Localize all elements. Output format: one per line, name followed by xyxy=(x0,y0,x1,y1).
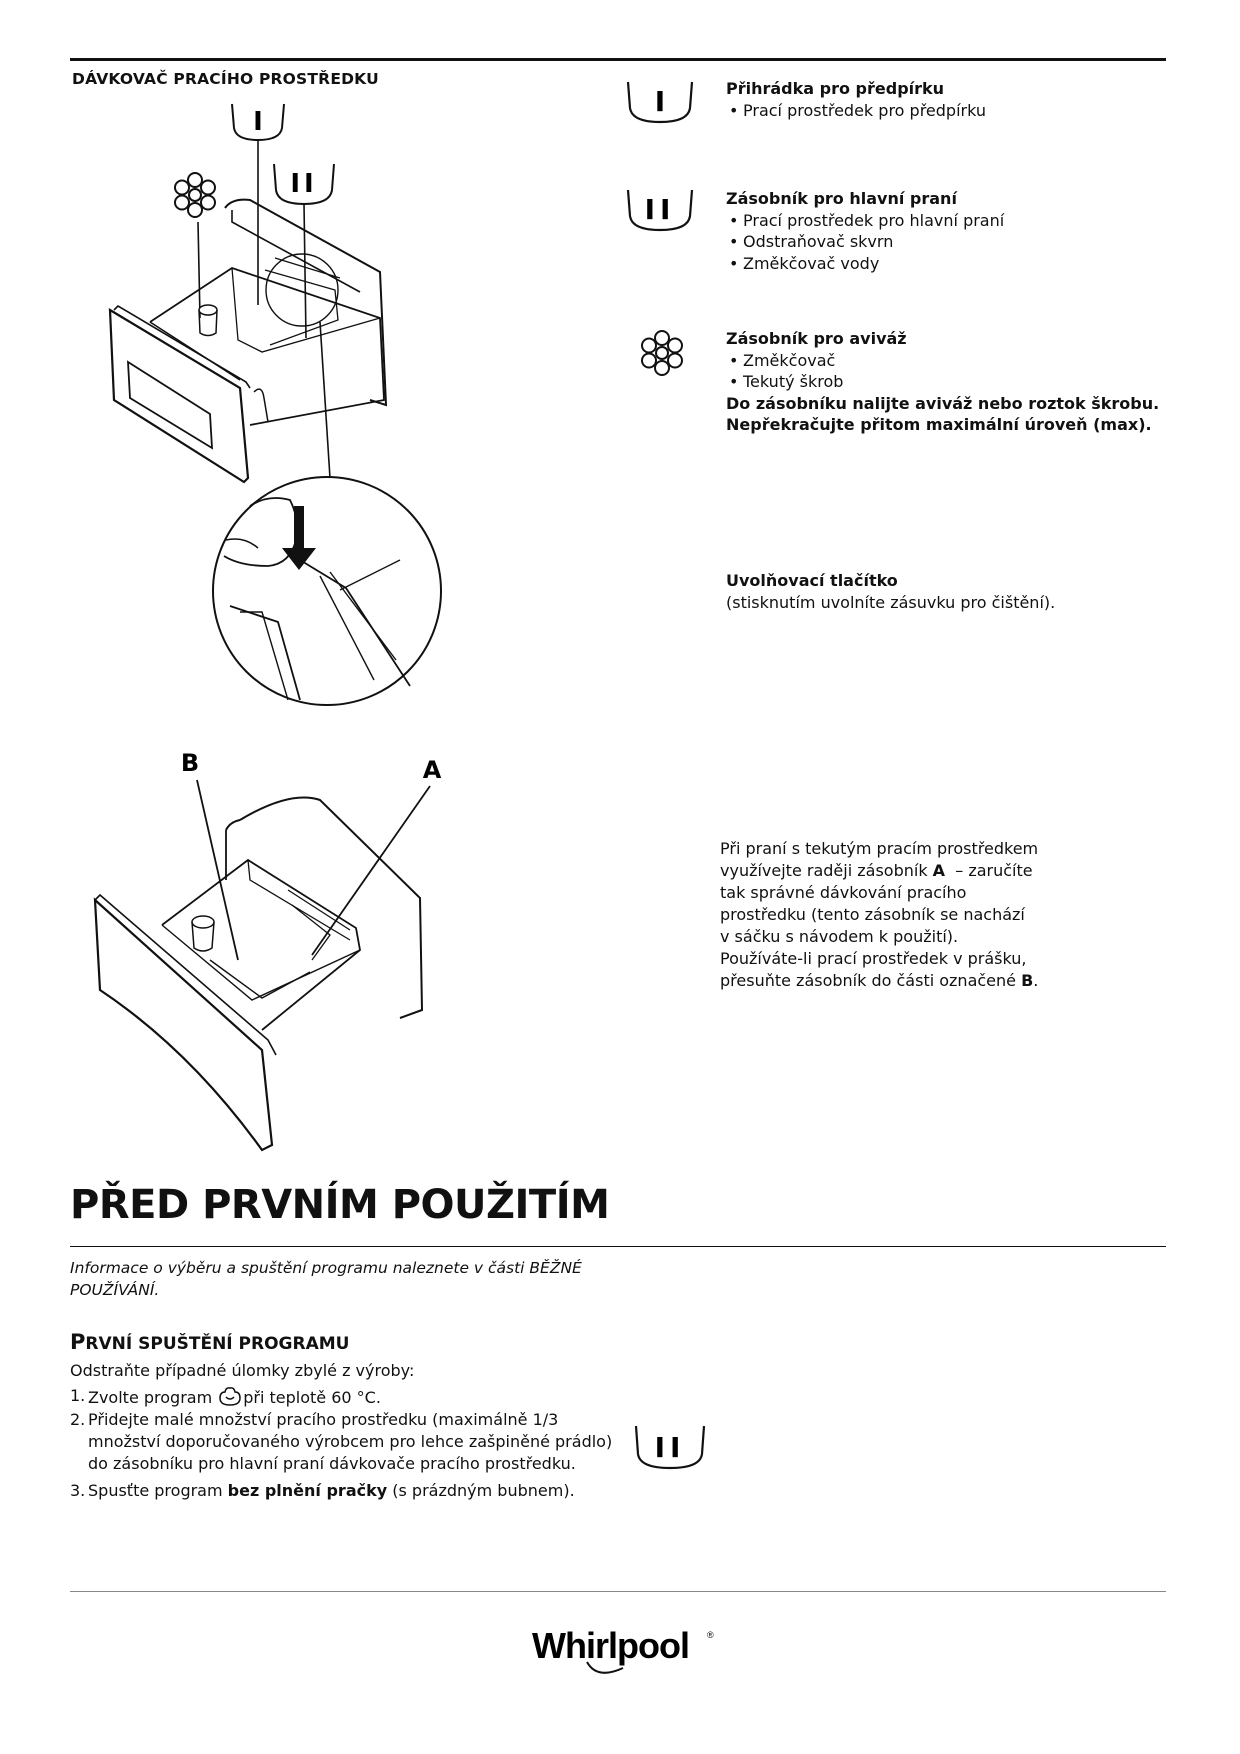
section-title: DÁVKOVAČ PRACÍHO PROSTŘEDKU xyxy=(72,70,379,88)
softener-note-2: Nepřekračujte přitom maximální úroveň (max). xyxy=(726,415,1152,434)
intro-text: Informace o výběru a spuštění programu naleznete v části BĚŽNÉ POUŽÍVÁNÍ. xyxy=(70,1259,582,1299)
mainwash-symbol-icon xyxy=(628,190,692,230)
bullet: • Tekutý škrob xyxy=(726,371,1159,393)
svg-text:II: II xyxy=(654,1431,686,1464)
whirlpool-logo xyxy=(527,1620,717,1680)
compartment-title: Zásobník pro hlavní praní xyxy=(726,189,957,208)
sub-heading: PRVNÍ SPUŠTĚNÍ PROGRAMU xyxy=(70,1330,350,1354)
bullet: • Prací prostředek pro předpírku xyxy=(726,100,986,122)
label-i: I xyxy=(253,107,263,137)
svg-text:I: I xyxy=(654,85,666,118)
note-line: Při praní s tekutým pracím prostředkem xyxy=(720,839,1039,858)
steps-list xyxy=(70,1385,630,1502)
prewash-symbol-icon xyxy=(628,82,692,122)
heading-rule xyxy=(70,1246,1166,1247)
label-b: B xyxy=(180,749,200,777)
note-line: v sáčku s návodem k použití). xyxy=(720,927,959,946)
bullet: • Změkčovač vody xyxy=(726,253,1004,275)
footer-rule xyxy=(70,1591,1166,1592)
compartment-softener xyxy=(726,328,1159,436)
brand-name: Whirlpool xyxy=(532,1625,689,1666)
note-line: Používáte-li prací prostředek v prášku, xyxy=(720,949,1027,968)
release-button-info xyxy=(726,570,1055,613)
release-text: (stisknutím uvolníte zásuvku pro čištění). xyxy=(726,592,1056,612)
note-line: tak správné dávkování pracího xyxy=(720,883,967,902)
page-heading: PŘED PRVNÍM POUŽITÍM xyxy=(70,1182,610,1228)
softener-flower-icon xyxy=(175,173,215,217)
lead-text: Odstraňte případné úlomky zbylé z výroby: xyxy=(70,1361,415,1380)
bullet: • Změkčovač xyxy=(726,350,1159,372)
compartment-title: Přihrádka pro předpírku xyxy=(726,79,945,98)
svg-text:II: II xyxy=(644,193,676,226)
cotton-icon xyxy=(217,1385,243,1407)
softener-note-1: Do zásobníku nalijte aviváž nebo roztok škrobu. xyxy=(726,393,1160,413)
compartment-mainwash xyxy=(726,188,1004,274)
compartment-title: Zásobník pro aviváž xyxy=(726,329,907,348)
prewash-cup-icon xyxy=(232,104,284,140)
bullet: • Prací prostředek pro hlavní praní xyxy=(726,210,1004,232)
step-2: 2. Přidejte malé množství pracího prostředku (maximálně 1/3 množství doporučovaného výrobcem pro lehce zašpiněné prádlo) do zásobníku pro hlavní praní dávkovače pracího prostředku. xyxy=(70,1410,613,1473)
compartment-prewash xyxy=(726,78,986,121)
mainwash-cup-icon xyxy=(274,164,334,204)
liquid-detergent-note xyxy=(720,838,1120,992)
softener-symbol-icon xyxy=(642,331,682,375)
brand-reg: ® xyxy=(707,1630,714,1640)
release-title: Uvolňovací tlačítko xyxy=(726,571,898,590)
label-a: A xyxy=(422,756,442,784)
label-ii: II xyxy=(290,169,318,199)
note-line: využívejte raději zásobník A – zaručíte xyxy=(720,861,1033,880)
bullet: • Odstraňovač skvrn xyxy=(726,231,1004,253)
note-line: přesuňte zásobník do části označené B. xyxy=(720,971,1039,990)
mainwash-symbol-icon xyxy=(630,1420,710,1480)
step-1: 1. Zvolte program při teplotě 60 °C. xyxy=(70,1386,381,1407)
drawer-open-illustration xyxy=(95,798,422,1151)
step-3: 3. Spusťte program bez plnění pračky (s prázdným bubnem). xyxy=(70,1481,575,1500)
note-line: prostředku (tento zásobník se nachází xyxy=(720,905,1025,924)
